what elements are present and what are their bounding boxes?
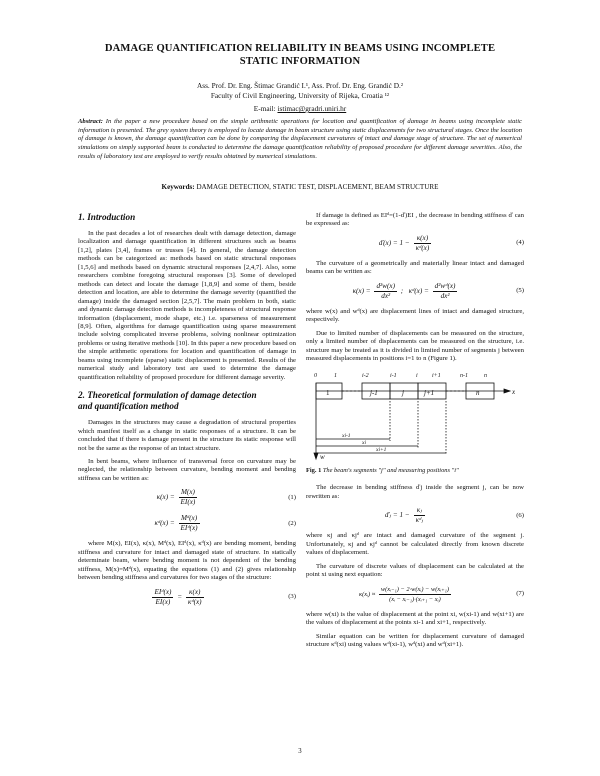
paragraph: The curvature of discrete values of displacement can be calculated at the point xi using next equation: (306, 562, 524, 579)
authors: Ass. Prof. Dr. Eng. Štimac Grandić I.¹, Ass. Prof. Dr. Eng. Grandić D.² (196, 81, 404, 90)
fig-seg-j-1: j-1 (370, 388, 378, 397)
affiliation: Faculty of Civil Engineering, University of Rijeka, Croatia ¹² (210, 90, 390, 100)
paragraph: In the past decades a lot of researches dealt with damage detection, damage localization and damage quantification in different structures such as beams [1,2], plates [3,4], frames or trusses [4]. In general, the damage detection methods can be categorized as: methods based on static structural responses [1,5,6] and methods based on dynamic structural responses [2,4,7]. Also, some researchers combine foregoing structural responses [3]. Some of developed methods can detect and locate the damage [1,8,9] and some of them, beside detection and location, are able to determine the damage severity (quantified the damage) inside the damaged section [2,5,7]. The main problem in both, static and dynamic damage detection methods is incompleteness of structural response information (displacement, mode shape, etc.) i.e. sparseness of measurement [8,9]. Often, algorithms for damage quantification using sparse measurement include solving complicated inverse problems, solving nonlinear optimization problems or using iterative methods [10]. In this paper a new procedure based on the simple arithmetic operations for location and quantification of damage in beams using incomplete (sparse) static displacement is presented. Results of the numerical study and laboratory test are used to determine the damage quantification reliability of proposed procedure for different damage severity. (78, 230, 296, 381)
title-line-2: STATIC INFORMATION (239, 56, 361, 67)
figure-beam-segments (306, 369, 524, 461)
paragraph: The curvature of a geometrically and materially linear intact and damaged beams can be written as: (306, 259, 524, 276)
fig-seg-1: 1 (326, 388, 330, 397)
section-heading-theory: 2. Theoretical formulation of damage detection and quantification method (78, 390, 257, 412)
fig-label-i-1: i-1 (390, 372, 397, 379)
paragraph: where w(x) and wᵈ(x) are displacement lines of intact and damaged structure, respectively. (306, 307, 524, 324)
email-label: E-mail: (253, 104, 276, 113)
paragraph: The decrease in bending stiffness ďj inside the segment j, can be now rewritten as: (306, 484, 524, 500)
paragraph: Damages in the structures may cause a degradation of structural properties which manifest itself as a change in static responses of a structure. It can be concluded that if there is damage present in the structure its static response will not be the same as the response of an intact structure. (78, 419, 296, 452)
paragraph: Similar equation can be written for displacement curvature of damaged structure κᵈ(xi) using values wᵈ(xi-1), wᵈ(xi) and wᵈ(xi+1). (306, 632, 524, 648)
paragraph: where M(x), EI(x), κ(x), Mᵈ(x), EIᵈ(x), κᵈ(x) are bending moment, bending stiffness and curvature for intact and damaged state of structure. In statically determinate beam, where bending moment is not dependent of the bending stiffness, M(x)=Mᵈ(x), equating the equations (1) and (2) gives relationship between bending stiffness and curvatures for two stages of the structure: (78, 540, 296, 582)
page-number: 3 (298, 748, 302, 755)
fig-label-n-1: n-1 (460, 372, 468, 379)
fig-label-0: 0 (314, 372, 317, 379)
abstract-text: In the paper a new procedure based on the simple arithmetic operations for location and quantification of damage in beams using incomplete static information is presented. The grey system theory is employed to locate damage in beam structure using static displacements for two structural stages. Once the location of damage is known, the damage quantification can be done by comparing the displacement curvatures of intact and damage stage of structure. The set of numerical simulations on simply supported beam is conducted to determine the damage quantification reliability of proposed procedure for different damage severities. Also, the results of laboratory test are employed to verify results obtained by numerical simulations. (78, 118, 522, 160)
fig-label-i+1: i+1 (432, 372, 441, 379)
right-column (306, 212, 524, 654)
equation-number: (7) (516, 589, 524, 597)
paragraph: If damage is defined as EIᵈ=(1-ď)EI , the decrease in bending stiffness ď can be expressed as: (306, 212, 524, 228)
equation-number: (5) (516, 287, 524, 295)
equation-1: κ(x) = $\frac{M(x)}{EI(x)}$ (1) (156, 488, 296, 507)
paragraph: where κj and κjᵈ are intact and damaged curvature of the segment j. Unfortunately, κj and κjᵈ cannot be calculated directly from known discrete values of displacement. (306, 532, 524, 557)
equation-number: (1) (288, 493, 296, 501)
fig-seg-j+1: j+1 (424, 388, 435, 397)
fig-axis-w: w (320, 452, 325, 461)
equation-number: (6) (516, 511, 524, 519)
paragraph: where w(xi) is the value of displacement at the point xi, w(xi-1) and w(xi+1) are the values of displacement at the points xi-1 and xi+1, respectively. (306, 610, 524, 627)
keywords (60, 183, 540, 191)
fig-dim-xi: xi (362, 439, 366, 446)
equation-6: ďⱼ = 1 − $\frac{\text{κⱼ}}{\text{κᵈⱼ}}$ (6) (384, 506, 524, 525)
fig-axis-x: x (512, 387, 516, 396)
equation-5: κ(x) = $\frac{\text{d²w(x)}}{\text{dx²}}$ ; κᵈ(x) = $\frac{\text{d²wᵈ(x)}}{\text{dx²}}$ (5) (352, 281, 524, 300)
equation-2: κᵈ(x) = $\frac{\text{Mᵈ(x)}}{\text{EIᵈ(x)}}$ (2) (154, 514, 296, 533)
equation-number: (2) (288, 519, 296, 527)
author-block (60, 81, 540, 100)
equation-number: (3) (288, 592, 296, 600)
keywords-text: DAMAGE DETECTION, STATIC TEST, DISPLACEMENT, BEAM STRUCTURE (196, 183, 439, 191)
paragraph: Due to limited number of displacements can be measured on the structure, only a limited number of displacements can be measured on the structure, i.e. structure may be treated as it is divided in limited number of segments j between measured displacements in positions i=1 to n (Figure 1). (306, 329, 524, 363)
email-line (60, 104, 540, 113)
section-heading-introduction: 1. Introduction (78, 212, 136, 222)
fig-dim-xi-1: xi-1 (342, 432, 351, 439)
fig-seg-j: j (402, 388, 404, 397)
paper-title (60, 42, 540, 68)
fig-label-i-2: i-2 (362, 372, 369, 379)
fig-label-n: n (484, 372, 487, 379)
equation-4: ď(x) = 1 − $\frac{\kappa(x)}{\text{κᵈ(x)}}$ (4) (378, 233, 524, 252)
fig-dim-xi+1: xi+1 (376, 446, 387, 453)
fig-seg-n: n (476, 388, 480, 397)
left-column (78, 212, 296, 614)
equation-number: (4) (516, 239, 524, 247)
abstract-label: Abstract: (78, 118, 103, 125)
abstract (78, 118, 522, 162)
fig-label-1: 1 (334, 372, 337, 379)
email-link[interactable]: istimac@gradri.uniri.hr (277, 104, 347, 113)
equation-7: κ(xᵢ) ≈ $\frac{\text{w(xᵢ₋₁) − 2·w(xᵢ) − w(xᵢ₊₁)}}{\text{(xᵢ − xᵢ₋₁)·(xᵢ₊₁ − xᵢ)}}$ (7) (359, 585, 524, 603)
keywords-label: Keywords: (161, 183, 195, 191)
equation-3: $\frac{\text{EIᵈ(x)}}{EI(x)}$ = $\frac{\kappa(x)}{\text{κᵈ(x)}}$ (3) (154, 587, 296, 606)
title-line-1: DAMAGE QUANTIFICATION RELIABILITY IN BEAMS USING INCOMPLETE (104, 43, 496, 54)
paragraph: In bent beams, where influence of transversal force on curvature may be neglected, the relationship between curvature, bending moment and bending stiffness can be written as: (78, 457, 296, 482)
fig-label-i: i (416, 372, 418, 379)
figure-caption: Fig. 1 The beam's segments "j" and measuring positions "i" (306, 466, 459, 474)
